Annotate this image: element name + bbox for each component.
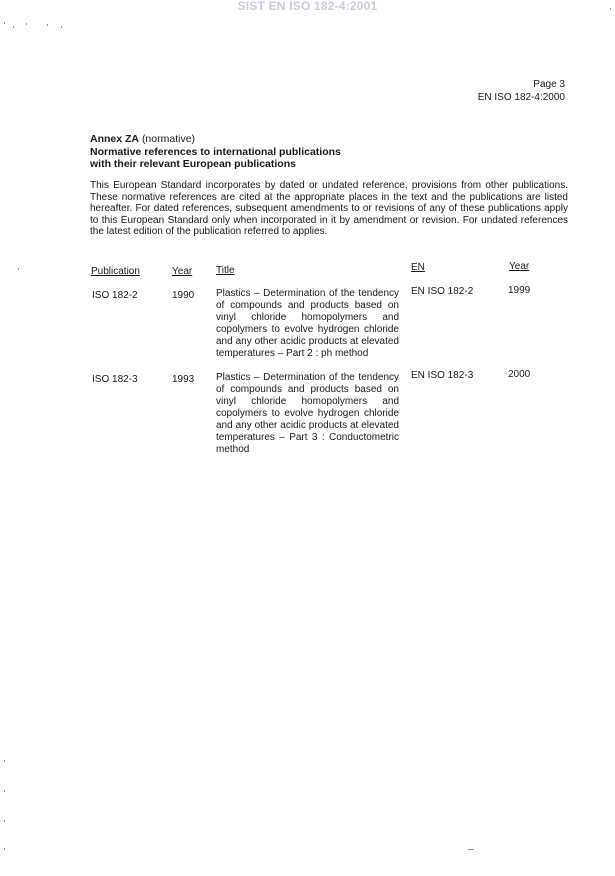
row-title: Plastics – Determination of the tendency of compounds and products based on vinyl chloride homopolymers and copolymers to evolve hydrogen chloride and any other acidic products at elevated temperatures – Part 3 : Conductometric method <box>216 372 399 455</box>
page-number: Page 3 <box>533 79 565 90</box>
watermark: SIST EN ISO 182-4:2001 <box>237 0 378 13</box>
header-en: EN <box>411 262 425 273</box>
row-en-year: 1999 <box>508 285 531 296</box>
row-en: EN ISO 182-2 <box>411 286 474 297</box>
row-publication: ISO 182-2 <box>92 290 138 301</box>
row-en: EN ISO 182-3 <box>411 370 474 381</box>
header-title: Title <box>216 265 235 276</box>
annex-title-line1: Normative references to international publications <box>90 145 341 158</box>
annex-title-line2: with their relevant European publications <box>90 158 296 170</box>
intro-paragraph: This European Standard incorporates by dated or undated reference, provisions from other publications. These normative references are cited at the appropriate places in the text and the publications are listed hereafter. For dated references, subsequent amendments to or revisions of any of these publications apply to this European Standard only when incorporated in it by amendment or revision. For undated references the latest edition of the publication referred to applies. <box>90 180 568 237</box>
header-publication: Publication <box>91 266 140 277</box>
document-code: EN ISO 182-4:2000 <box>477 92 565 103</box>
page-header <box>478 78 565 104</box>
row-title: Plastics – Determination of the tendency of compounds and products based on vinyl chloride homopolymers and copolymers to evolve hydrogen chloride and any other acidic products at elevated temperatures – Part 2 : ph method <box>216 288 399 359</box>
row-year: 1990 <box>172 290 195 301</box>
row-year: 1993 <box>172 374 195 385</box>
annex-type: (normative) <box>141 133 196 145</box>
header-year: Year <box>172 266 193 277</box>
annex-heading <box>90 133 341 171</box>
header-en-year: Year <box>509 261 530 272</box>
row-publication: ISO 182-3 <box>92 374 138 385</box>
row-en-year: 2000 <box>508 369 531 380</box>
annex-label: Annex ZA <box>90 133 140 145</box>
